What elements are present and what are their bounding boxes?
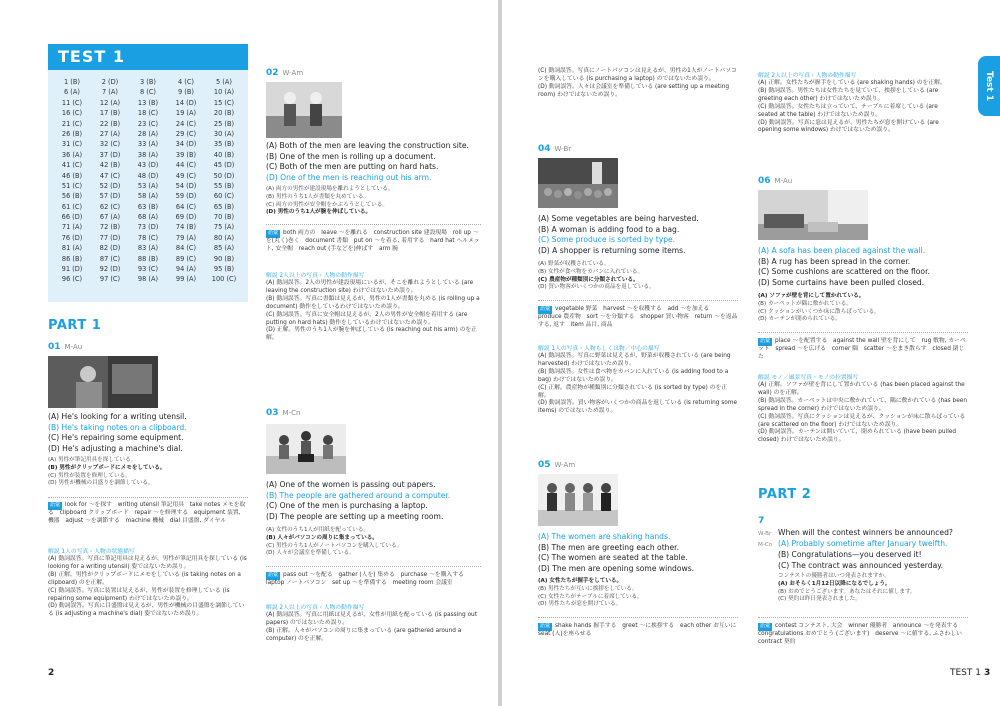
answer-key-entry: 6 (A): [64, 88, 80, 97]
q01-photo: [48, 356, 158, 408]
q06-jp-d: (D) カーテンが閉められている。: [758, 316, 841, 323]
answer-key-entry: 94 (A): [175, 265, 197, 274]
q04-explanation-title: 解説 1人の写真・人物もしくは物／中心の描写: [538, 346, 660, 352]
answer-key-entry: 32 (C): [99, 140, 121, 149]
answer-key-entry: 95 (B): [213, 265, 235, 274]
q01-vocab: 語彙 look for ～を探す writing utensil 筆記用具 take notes メモを取る clipboard クリップボード repair ～を修理する equipment 装置, 機器 adjust ～を調節する machine 機械 dial 目盛盤, ダイヤル: [48, 502, 246, 524]
answer-key-entry: 47 (C): [99, 171, 121, 180]
q02-option-d: (D) One of the men is reaching out his arm.: [266, 172, 432, 182]
answer-key-entry: 74 (B): [175, 223, 197, 232]
q02-heading: [266, 68, 303, 78]
answer-key-entry: 59 (D): [175, 192, 197, 201]
q05-speaker: W-Am: [554, 461, 576, 469]
answer-key-entry: 1 (B): [64, 78, 80, 86]
answer-key-entry: 87 (C): [99, 254, 121, 263]
q05-photo: [538, 474, 618, 526]
q03-jp-b: (B) 人々がパソコンの周りに集まっている。: [266, 534, 378, 541]
q05-jp-c: (C) 女性たちがテーブルに着席している。: [538, 593, 643, 600]
q06-option-a: (A) A sofa has been placed against the wall.: [758, 246, 926, 255]
q03-option-b: (B) The people are gathered around a computer.: [266, 490, 451, 500]
q05-vocab: 語彙 shake hands 握手する greet ～に挨拶する each other お互いに seat (人)を座らせる: [538, 623, 743, 637]
q04-jp-c: (C) 農産物が種類別に分類されている。: [538, 276, 639, 283]
q06-explanation-d: (D) 動詞誤答。カーテンは開いていて、閉められている (have been pulled closed) わけではないため誤り。: [758, 429, 957, 444]
answer-key-entry: 66 (D): [61, 213, 83, 222]
q05-separator: [538, 617, 738, 618]
answer-key-entry: 18 (C): [137, 109, 159, 118]
answer-key-entry: 88 (B): [137, 254, 159, 263]
answer-key-entry: 45 (D): [213, 161, 235, 170]
q04-explanation-b: (B) 動詞誤答。女性は食べ物をカバンに入れている (is adding food to a bag) わけではないため誤り。: [538, 368, 729, 383]
q05-jp-b: (B) 男性たちが互いに挨拶をしている。: [538, 585, 638, 592]
q05-explanation-b: (B) 動詞誤答。男性たちは女性たちを見ていて、挨拶をしている (are greeting each other) わけではないため誤り。: [758, 87, 939, 102]
q03-explanation-title: 解説 2人以上の写真・人物の動作描写: [266, 605, 365, 611]
answer-key-entry: 85 (A): [213, 244, 235, 253]
answer-key-entry: 43 (D): [137, 161, 159, 170]
part1-title: PART 1: [48, 318, 102, 333]
q06-option-b: (B) A rug has been spread in the corner.: [758, 256, 911, 266]
answer-key-entry: 33 (A): [137, 140, 159, 149]
answer-key-box: [48, 70, 248, 302]
q07-separator: [758, 617, 968, 618]
answer-key-entry: 27 (A): [99, 129, 121, 138]
q03-speaker: M-Cn: [282, 409, 301, 417]
answer-key-entry: 64 (C): [175, 202, 197, 211]
q03-explanation-d: (D) 動詞誤答。人々は会議室を準備している (are setting up a meeting room) わけではないため誤り。: [538, 83, 730, 98]
answer-key-entry: 89 (C): [175, 254, 197, 263]
right-page: [502, 0, 1000, 706]
answer-key-entry: 40 (B): [213, 150, 235, 159]
q02-translation: [266, 186, 481, 217]
q02-vocab: 語彙 both 両方の leave ～を離れる construction site 建設現場 roll up ～を(丸く)巻く document 書類 put on ～を着る, 着用する hard hat ヘルメット, 安全帽 reach out (手などを)伸ばす arm 腕: [266, 230, 480, 252]
q03-jp-c: (C) 男性のうち1人がノートパソコンを購入している。: [266, 542, 403, 549]
answer-key-entry: 9 (B): [178, 88, 194, 97]
q01-options: [48, 412, 248, 454]
q03-separator: [266, 566, 481, 567]
page-number-left: 2: [48, 668, 55, 678]
q06-options: [758, 246, 968, 288]
answer-key-entry: 23 (C): [137, 119, 159, 128]
answer-key-entry: 42 (B): [99, 161, 121, 170]
q07-vocab: 語彙 contest コンテスト, 大会 winner 優勝者 announce ～を発表する congratulations おめでとう (ございます) deserve ～に値する, ふさわしい contract 契約: [758, 623, 968, 645]
q04-separator: [538, 300, 738, 301]
q05-translation: [538, 578, 738, 609]
q01-explanation-b: (B) 正解。男性がクリップボードにメモをしている (is taking notes on a clipboard) のを正解。: [48, 571, 241, 586]
answer-key-entry: 51 (C): [61, 181, 83, 190]
q07-jp-b: (B) おめでとうございます。あなたはそれに値します。: [778, 588, 916, 595]
q03-explanation-continued: [538, 68, 738, 100]
q03-jp-a: (A) 女性のうち1人が用紙を配っている。: [266, 527, 370, 533]
q04-options: [538, 214, 738, 256]
q03-explanation-b: (B) 正解。人々がパソコンの周りに集まっている (are gathered around a computer) のを正解。: [266, 627, 462, 642]
q06-jp-a: (A) ソファが壁を背にして置かれている。: [758, 293, 865, 299]
q04-translation: [538, 261, 738, 292]
q01-explanation-d: (D) 動詞誤答。写真に目盛盤は見えるが、男性が機械の目盛盤を調節している (is adjusting a machine's dial) 姿ではないため誤り。: [48, 603, 245, 618]
q03-explanation-c: (C) 動詞誤答。写真にノートパソコンは見えるが、男性の1人がノートパソコンを購入している (is purchasing a laptop) のではないため誤り。: [538, 68, 737, 82]
answer-key-entry: 70 (B): [213, 213, 235, 222]
q04-explanation-d: (D) 動詞誤答。買い物客がいくつかの商品を返している (is returning some items) のではないため誤り。: [538, 400, 738, 415]
q05-explanation-c: (C) 動詞誤答。女性たちは立っていて、テーブルに着席している (are seated at the table) わけではないため誤り。: [758, 103, 938, 118]
answer-key-entry: 5 (A): [216, 78, 232, 86]
q04-vocab: 語彙 vegetable 野菜 harvest ～を収穫する add ～を加える produce 農産物 sort ～を分類する shopper 買い物客 return ～を返品する, 返す item 品目, 商品: [538, 306, 738, 328]
answer-key-entry: 53 (A): [137, 181, 159, 190]
q02-explanation-a: (A) 動詞誤答。2人の男性が建設現場にいるが、そこを離れようとしている (are leaving the construction site) わけではないため誤り。: [266, 280, 474, 294]
q02-number: 02: [266, 68, 279, 78]
vocab-tag: 語彙: [50, 502, 61, 508]
q02-explanation-c: (C) 動詞誤答。写真に安全帽は見えるが、2人の男性が安全帽を着用する (are putting on hard hats) 動作をしているわけではないため誤り。: [266, 311, 468, 326]
answer-key-entry: 2 (D): [101, 78, 119, 86]
q04-option-b: (B) A woman is adding food to a bag.: [538, 224, 680, 234]
q02-option-b: (B) One of the men is rolling up a document.: [266, 151, 436, 161]
q04-explanation: [538, 353, 738, 416]
answer-key-entry: 31 (C): [61, 140, 83, 149]
q03-explanation-a: (A) 動詞誤答。写真に用紙は見えるが、女性が用紙を配っている (is passing out papers) のではないため誤り。: [266, 612, 477, 626]
answer-key-entry: 19 (A): [175, 109, 197, 118]
q05-options: [538, 532, 738, 574]
answer-key-entry: 15 (C): [213, 98, 235, 107]
q01-option-c: (C) He's repairing some equipment.: [48, 433, 184, 443]
answer-key-entry: 99 (A): [175, 275, 197, 284]
answer-key-entry: 96 (C): [61, 275, 83, 284]
q03-heading: [266, 408, 300, 418]
answer-key-entry: 61 (C): [61, 202, 83, 211]
answer-key-entry: 10 (A): [213, 88, 235, 97]
q03-number: 03: [266, 408, 279, 418]
q05-jp-d: (D) 男性たちが窓を開けている。: [538, 601, 622, 608]
q03-option-a: (A) One of the women is passing out papers.: [266, 480, 436, 489]
q03-option-c: (C) One of the men is purchasing a laptop.: [266, 501, 428, 511]
q05-explanation-a: (A) 正解。女性たちが握手をしている (are shaking hands) のを正解。: [758, 80, 946, 86]
q02-explanation: [266, 280, 481, 343]
answer-key-entry: 62 (C): [99, 202, 121, 211]
q04-speaker: W-Br: [554, 145, 572, 153]
q01-number: 01: [48, 342, 61, 352]
answer-key-entry: 77 (D): [99, 233, 121, 242]
q01-separator: [48, 497, 248, 498]
q03-explanation: [266, 612, 481, 644]
answer-key-entry: 78 (C): [137, 233, 159, 242]
q02-option-c: (C) Both of the men are putting on hard hats.: [266, 162, 439, 172]
q02-jp-d: (D) 男性のうち1人が腕を伸ばしている。: [266, 209, 372, 216]
answer-key-entry: 50 (D): [213, 171, 235, 180]
q01-explanation: [48, 556, 248, 619]
q04-jp-b: (B) 女性が食べ物をカバンに入れている。: [538, 268, 644, 275]
answer-key-entry: 90 (B): [213, 254, 235, 263]
page-number-right: 3: [984, 668, 991, 678]
q05-jp-a: (A) 女性たちが握手をしている。: [538, 578, 623, 584]
q06-explanation-a: (A) 正解。ソファが壁を背にして置かれている (has been placed against the wall) のを正解。: [758, 382, 965, 396]
answer-key-entry: 71 (A): [61, 223, 83, 232]
q06-explanation-c: (C) 動詞誤答。写真にクッションは見えるが、クッションが床に散らばっている (are scattered on the floor) わけではないため誤り。: [758, 413, 966, 428]
answer-key-entry: 83 (A): [137, 244, 159, 253]
q04-option-c: (C) Some produce is sorted by type.: [538, 235, 676, 245]
answer-key-entry: 97 (C): [99, 275, 121, 284]
answer-key-entry: 13 (B): [137, 98, 159, 107]
answer-key-entry: 28 (A): [137, 129, 159, 138]
q06-explanation-b: (B) 動詞誤答。カーペットは中央に敷かれていて、隅に敷かれている (has been spread in the corner) わけではないため誤り。: [758, 397, 968, 412]
q06-separator: [758, 332, 968, 333]
answer-key-entry: 68 (A): [137, 213, 159, 222]
answer-key-entry: 49 (C): [175, 171, 197, 180]
answer-key-entry: 72 (B): [99, 223, 121, 232]
q04-jp-a: (A) 野菜が収穫されている。: [538, 261, 610, 267]
q06-number: 06: [758, 176, 771, 186]
q01-translation: [48, 457, 248, 488]
answer-key-entry: 52 (D): [99, 181, 121, 190]
q07-option-b: (B) Congratulations—you deserved it!: [778, 550, 922, 560]
q04-heading: [538, 144, 571, 154]
answer-key-entry: 14 (D): [175, 98, 197, 107]
q05-option-d: (D) The men are opening some windows.: [538, 563, 695, 573]
answer-key-entry: 81 (A): [61, 244, 83, 253]
q06-translation: [758, 293, 968, 324]
q05-option-b: (B) The men are greeting each other.: [538, 542, 680, 552]
test-title: TEST 1: [48, 44, 248, 70]
q03-options: [266, 480, 481, 522]
q01-explanation-title: 解説 1人の写真・人物の状態描写: [48, 549, 135, 555]
q03-jp-d: (D) 人々が会議室を準備している。: [266, 550, 355, 557]
q06-option-c: (C) Some cushions are scattered on the floor.: [758, 267, 930, 277]
q05-explanation-d: (D) 動詞誤答。写真に窓は見えるが、男性たちが窓を開けている (are opening some windows) わけではないため誤り。: [758, 119, 939, 134]
q01-heading: [48, 342, 82, 352]
q02-speaker: W-Am: [282, 69, 304, 77]
answer-key-entry: 65 (B): [213, 202, 235, 211]
q06-option-d: (D) Some curtains have been pulled closed.: [758, 277, 925, 287]
answer-key-entry: 21 (C): [61, 119, 83, 128]
q07-option-c: (C) The contract was announced yesterday.: [778, 560, 944, 570]
q04-option-a: (A) Some vegetables are being harvested.: [538, 214, 699, 223]
q01-speaker: M-Au: [64, 343, 83, 351]
q02-options: [266, 141, 481, 183]
answer-key-entry: 7 (A): [102, 88, 118, 97]
answer-key-entry: 76 (D): [61, 233, 83, 242]
q01-jp-c: (C) 男性が装置を修理している。: [48, 472, 131, 479]
q06-jp-c: (C) クッションがいくつか床に散らばっている。: [758, 308, 880, 315]
q07-translation: [778, 573, 968, 604]
answer-key-entry: 24 (C): [175, 119, 197, 128]
left-page: [0, 0, 498, 706]
answer-key-grid: [54, 78, 242, 285]
answer-key-entry: 38 (A): [137, 150, 159, 159]
q03-option-d: (D) The people are setting up a meeting room.: [266, 511, 444, 521]
answer-key-entry: 98 (A): [137, 275, 159, 284]
q06-vocab: 語彙 place ～を配置する against the wall 壁を背にして rug 敷物, カーペット spread ～を広げる corner 隅 scatter ～をまき散らす closed 閉じた: [758, 338, 966, 360]
q07-dialogue: [758, 528, 968, 571]
q06-explanation-title: 解説 モノ／風景写真・モノの位置描写: [758, 375, 859, 381]
answer-key-entry: 34 (D): [175, 140, 197, 149]
answer-key-entry: 35 (B): [213, 140, 235, 149]
answer-key-entry: 55 (B): [213, 181, 235, 190]
answer-key-entry: 37 (D): [99, 150, 121, 159]
q06-jp-b: (B) カーペットが隅に敷かれている。: [758, 300, 852, 307]
answer-key-entry: 25 (B): [213, 119, 235, 128]
answer-key-entry: 67 (A): [99, 213, 121, 222]
q04-number: 04: [538, 144, 551, 154]
q06-heading: [758, 176, 792, 186]
q02-explanation-b: (B) 動詞誤答。写真に書類は見えるが、男性の1人が書類を丸める (is rolling up a document) 動作をしているわけではないため誤り。: [266, 295, 480, 310]
answer-key-entry: 44 (C): [175, 161, 197, 170]
q02-explanation-d: (D) 正解。男性のうち1人が腕を伸ばしている (is reaching out his arm) のを正解。: [266, 327, 477, 342]
q02-photo: [266, 82, 342, 138]
q01-jp-a: (A) 男性が筆記用具を探している。: [48, 457, 137, 463]
q04-explanation-a: (A) 動詞誤答。写真に野菜は見えるが、野菜が収穫されている (are being harvested) わけではないため誤り。: [538, 353, 731, 367]
q01-explanation-c: (C) 動詞誤答。写真に装置は見えるが、男性が装置を修理している (is repairing some equipment) わけではないため誤り。: [48, 587, 230, 602]
q04-photo: [538, 158, 618, 208]
answer-key-entry: 41 (C): [61, 161, 83, 170]
answer-key-entry: 84 (C): [175, 244, 197, 253]
q05-option-c: (C) The women are seated at the table.: [538, 553, 688, 563]
q07-number: 7: [758, 516, 765, 526]
answer-key-entry: 8 (C): [139, 88, 157, 97]
q01-explanation-a: (A) 動詞誤答。写真に筆記用具は見えるが、男性が筆記用具を探している (is looking for a writing utensil) 姿ではないため誤り。: [48, 556, 247, 570]
q05-explanation-title: 解説 2人以上の写真・人物の動作描写: [758, 73, 857, 79]
answer-key-entry: 79 (A): [175, 233, 197, 242]
answer-key-entry: 20 (B): [213, 109, 235, 118]
q02-explanation-title: 解説 2人以上の写真・人物の動作描写: [266, 273, 365, 279]
q01-jp-d: (D) 男性が機械の目盛りを調節している。: [48, 480, 154, 487]
q01-option-b: (B) He's taking notes on a clipboard.: [48, 422, 187, 432]
q03-vocab: 語彙 pass out ～を配る gather (人を) 集める purchase ～を購入する laptop ノートパソコン set up ～を準備する meeting room 会議室: [266, 572, 470, 586]
answer-key-entry: 57 (D): [99, 192, 121, 201]
q04-explanation-c: (C) 正解。農産物が種類別に分類されている (is sorted by type) のを正解。: [538, 384, 728, 399]
q06-explanation: [758, 382, 968, 445]
test-side-tab[interactable]: Test 1: [978, 56, 1000, 116]
answer-key-entry: 11 (C): [61, 98, 83, 107]
answer-key-entry: 63 (B): [137, 202, 159, 211]
answer-key-entry: 80 (A): [213, 233, 235, 242]
answer-key-entry: 91 (D): [61, 265, 83, 274]
answer-key-entry: 39 (B): [175, 150, 197, 159]
answer-key-entry: 36 (A): [61, 150, 83, 159]
answer-key-entry: 4 (C): [177, 78, 195, 86]
q07-jp-c: (C) 契約は昨日発表されました。: [778, 596, 861, 603]
answer-key-entry: 16 (C): [61, 109, 83, 118]
q02-option-a: (A) Both of the men are leaving the construction site.: [266, 141, 469, 150]
part2-title: PART 2: [758, 487, 812, 502]
q02-separator: [266, 224, 481, 225]
q05-option-a: (A) The women are shaking hands.: [538, 532, 671, 541]
q01-option-a: (A) He's looking for a writing utensil.: [48, 412, 187, 421]
answer-key-entry: 86 (B): [61, 254, 83, 263]
answer-key-entry: 3 (B): [140, 78, 156, 86]
answer-key-entry: 56 (B): [61, 192, 83, 201]
q05-explanation: [758, 80, 958, 135]
q04-jp-d: (D) 買い物客がいくつかの商品を返している。: [538, 284, 655, 291]
q06-speaker: M-Au: [774, 177, 793, 185]
answer-key-entry: 46 (B): [61, 171, 83, 180]
answer-key-entry: 75 (A): [213, 223, 235, 232]
answer-key-entry: 26 (B): [61, 129, 83, 138]
q05-heading: [538, 460, 575, 470]
answer-key-entry: 12 (A): [99, 98, 121, 107]
answer-key-entry: 48 (D): [137, 171, 159, 180]
q07-jp-a: (A) おそらく1月12日以降になるでしょう。: [778, 580, 891, 587]
q07-jp-question: コンテストの優勝者はいつ発表されますか。: [778, 573, 890, 579]
answer-key-entry: 30 (A): [213, 129, 235, 138]
answer-key-entry: 92 (D): [99, 265, 121, 274]
q01-jp-b: (B) 男性がクリップボードにメモをしている。: [48, 464, 166, 471]
q07-option-a: M-Cn (A) Probably sometime after January twelfth.: [758, 539, 948, 549]
q02-jp-b: (B) 男性のうち1人が書類を丸めている。: [266, 193, 370, 200]
q02-jp-c: (C) 両方の男性が安全帽をかぶろうとしている。: [266, 201, 388, 208]
answer-key-entry: 17 (B): [99, 109, 121, 118]
q07-question: W-Br When will the contest winners be announced?: [758, 528, 953, 537]
answer-key-entry: 29 (C): [175, 129, 197, 138]
answer-key-entry: 69 (D): [175, 213, 197, 222]
q01-option-d: (D) He's adjusting a machine's dial.: [48, 443, 183, 453]
q04-option-d: (D) A shopper is returning some items.: [538, 245, 686, 255]
running-footer-label: TEST 1: [950, 668, 981, 678]
q03-translation: [266, 527, 481, 558]
answer-key-entry: 100 (C): [211, 275, 237, 284]
answer-key-entry: 60 (C): [213, 192, 235, 201]
q06-photo: [758, 190, 868, 240]
answer-key-entry: 22 (B): [99, 119, 121, 128]
answer-key-entry: 82 (D): [99, 244, 121, 253]
answer-key-entry: 58 (A): [137, 192, 159, 201]
q02-jp-a: (A) 両方の男性が建設現場を離れようとしている。: [266, 186, 394, 192]
answer-key-entry: 54 (D): [175, 181, 197, 190]
answer-key-entry: 93 (C): [137, 265, 159, 274]
q03-photo: [266, 424, 346, 474]
answer-key-entry: 73 (D): [137, 223, 159, 232]
q05-number: 05: [538, 460, 551, 470]
